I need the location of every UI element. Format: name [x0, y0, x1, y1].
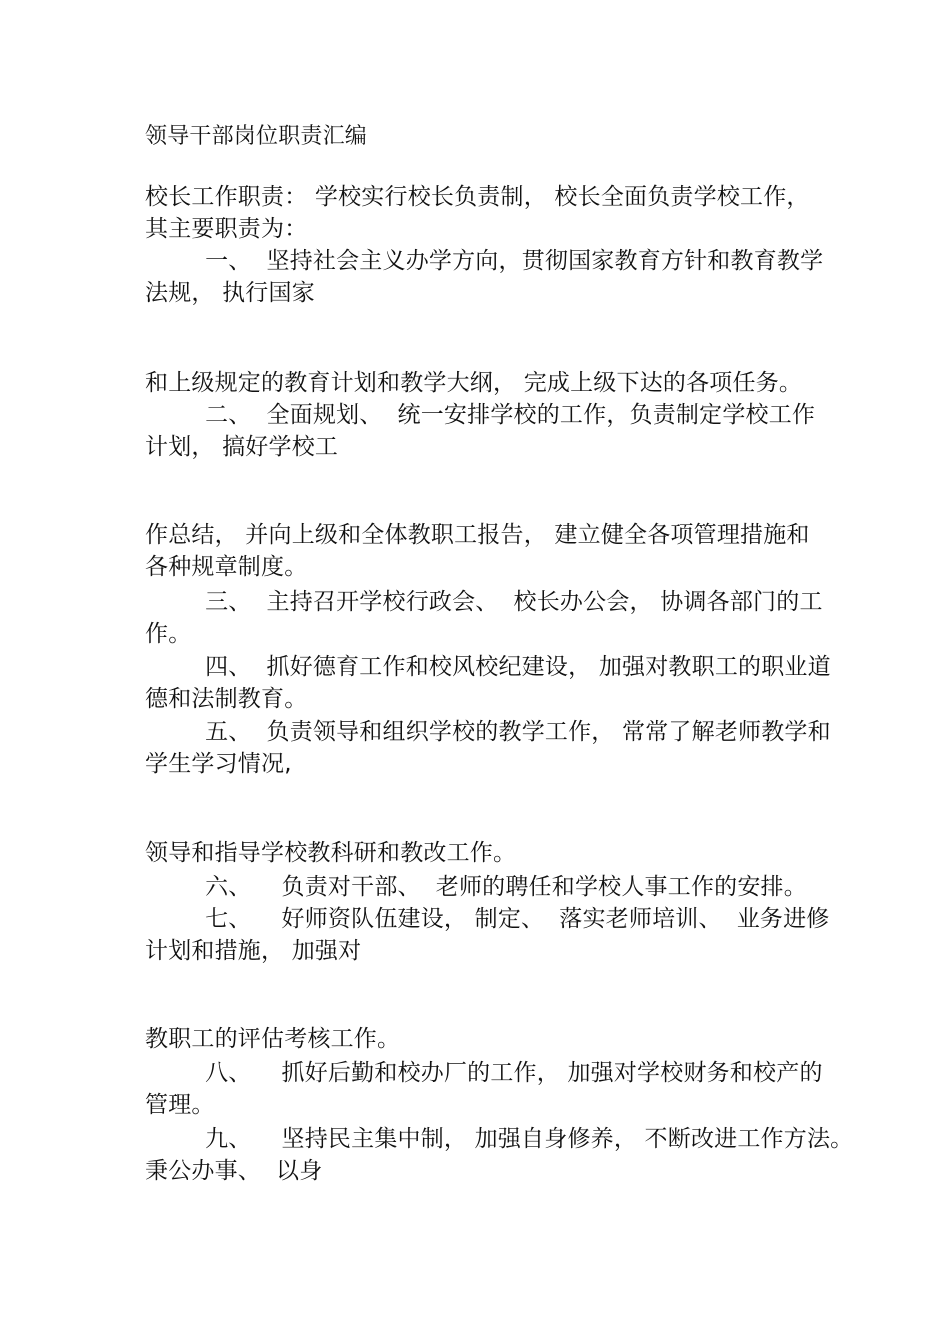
text-line: 八、 抓好后勤和校办厂的工作， 加强对学校财务和校产的	[145, 1060, 823, 1086]
text-line: 学生学习情况,	[145, 751, 292, 777]
text-line: 计划， 搞好学校工	[145, 434, 339, 460]
text-line: 和上级规定的教育计划和教学大纲， 完成上级下达的各项任务。	[145, 370, 803, 396]
text-line: 计划和措施， 加强对	[145, 938, 362, 964]
text-line: 作。	[145, 621, 192, 647]
text-line: 各种规章制度。	[145, 554, 308, 580]
document-title: 领导干部岗位职责汇编	[145, 124, 368, 149]
text-line: 法规， 执行国家	[145, 280, 315, 306]
text-line: 五、 负责领导和组织学校的教学工作， 常常了解老师教学和	[145, 719, 831, 745]
text-line: 作总结， 并向上级和全体教职工报告， 建立健全各项管理措施和	[145, 522, 810, 548]
text-line: 二、 全面规划、 统一安排学校的工作，负责制定学校工作	[145, 402, 816, 428]
text-line: 其主要职责为：	[145, 216, 308, 242]
text-line: 七、 好师资队伍建设， 制定、 落实老师培训、 业务进修	[145, 906, 830, 932]
text-line: 六、 负责对干部、 老师的聘任和学校人事工作的安排。	[145, 874, 807, 900]
text-line: 四、 抓好德育工作和校风校纪建设， 加强对教职工的职业道	[145, 654, 831, 680]
text-line: 秉公办事、 以身	[145, 1158, 323, 1184]
text-line: 三、 主持召开学校行政会、 校长办公会， 协调各部门的工	[145, 589, 823, 615]
text-line: 校长工作职责： 学校实行校长负责制， 校长全面负责学校工作，	[145, 184, 810, 210]
text-line: 九、 坚持民主集中制， 加强自身修养， 不断改进工作方法。	[145, 1126, 854, 1152]
text-line: 教职工的评估考核工作。	[145, 1026, 401, 1052]
text-line: 一、 坚持社会主义办学方向，贯彻国家教育方针和教育教学	[145, 248, 824, 274]
text-line: 管理。	[145, 1092, 215, 1118]
text-line: 领导和指导学校教科研和教改工作。	[145, 840, 517, 866]
text-line: 德和法制教育。	[145, 686, 308, 712]
